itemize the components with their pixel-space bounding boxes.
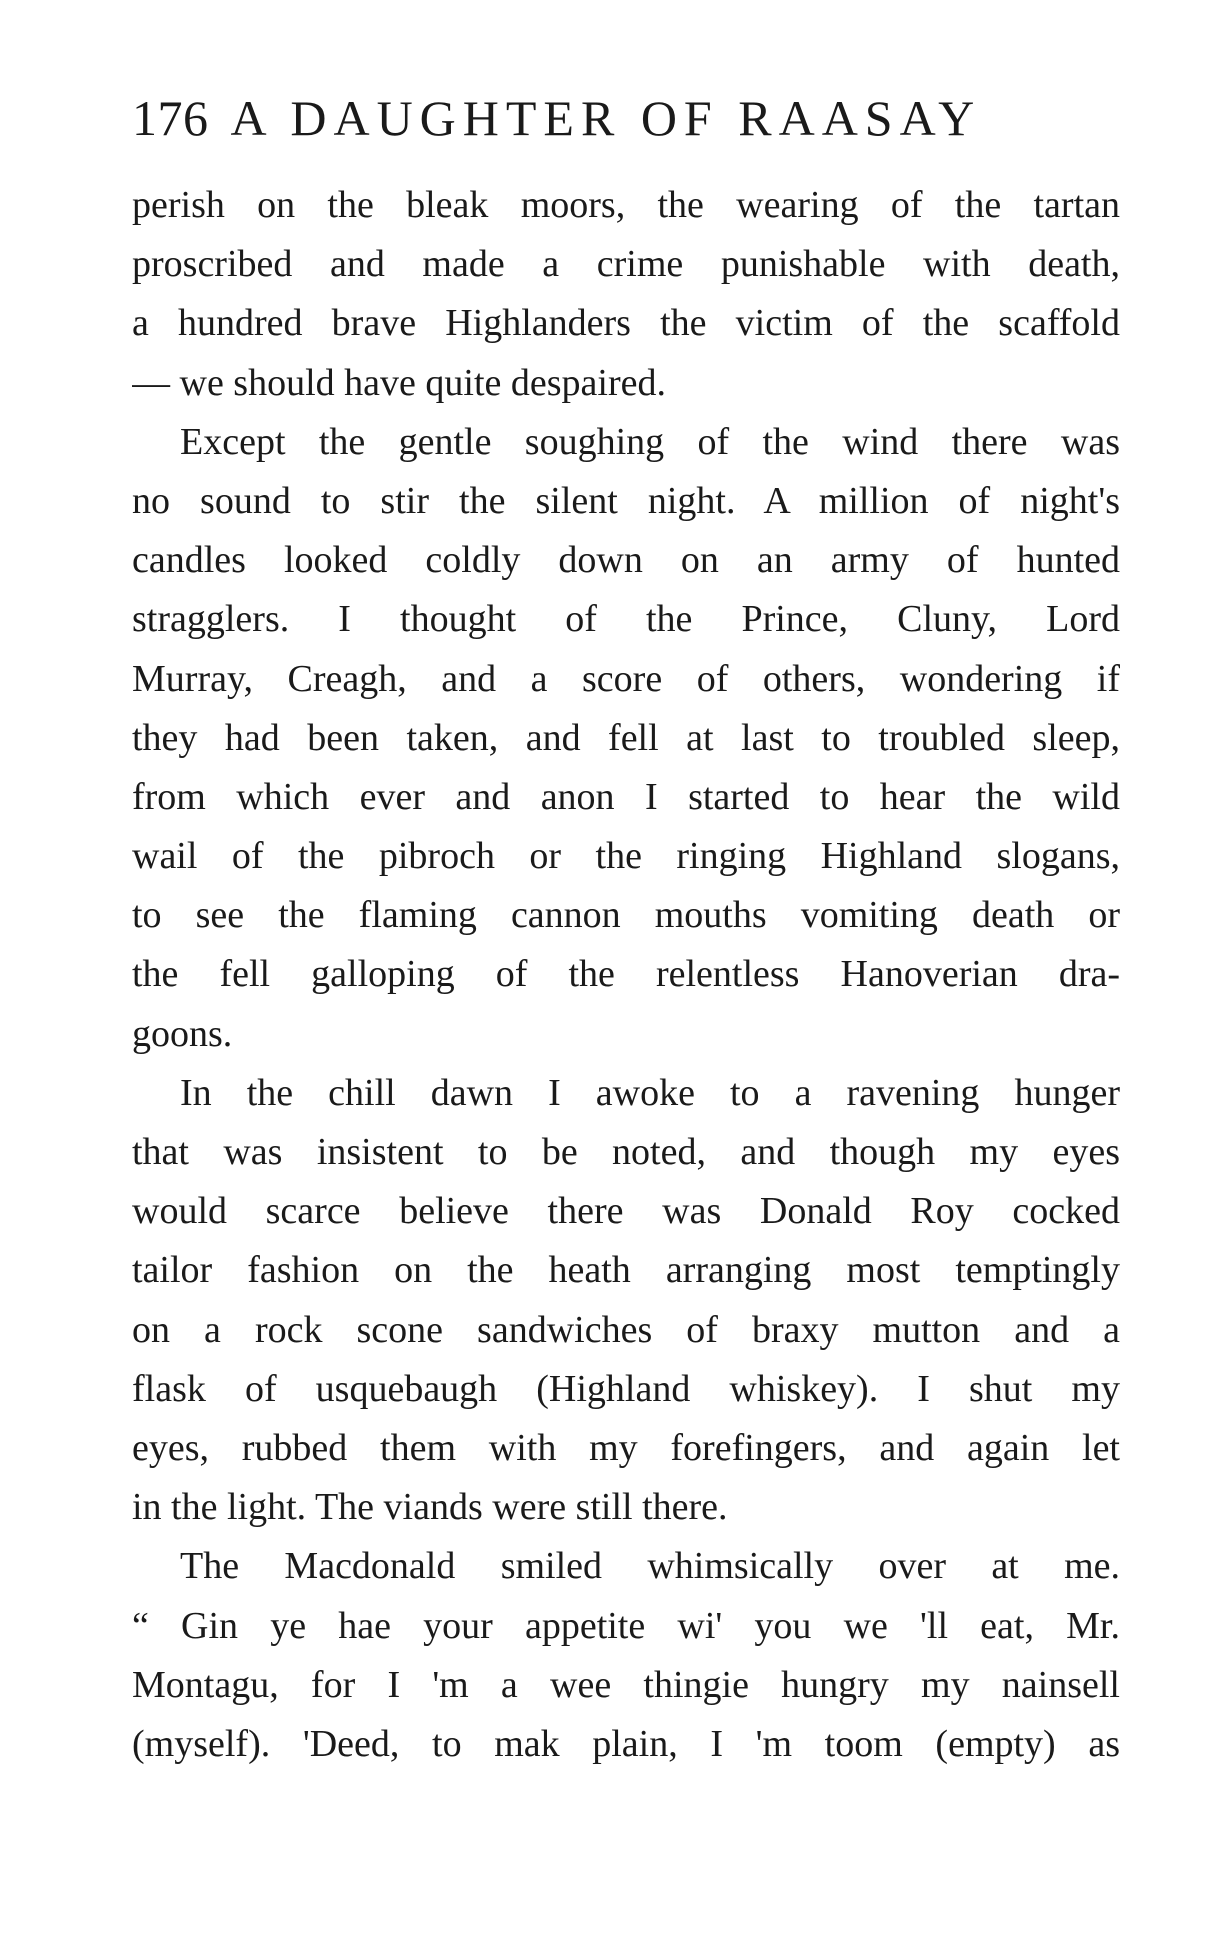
text-line: would scarce believe there was Donald Roy cocked [132, 1190, 1120, 1233]
text-line: Murray, Creagh, and a score of others, wondering if [132, 657, 1120, 700]
text-line: the fell galloping of the relentless Hanoverian dra- [132, 953, 1120, 996]
text-line: The Macdonald smiled whimsically over at me. [180, 1545, 1120, 1588]
text-line: flask of usquebaugh (Highland whiskey). I shut my [132, 1367, 1120, 1410]
text-line: tailor fashion on the heath arranging most temptingly [132, 1249, 1120, 1292]
text-line: eyes, rubbed them with my forefingers, and again let [132, 1426, 1120, 1469]
text-line: goons. [132, 1012, 233, 1055]
text-line: a hundred brave Highlanders the victim of the scaffold [132, 302, 1120, 345]
running-head [132, 88, 1122, 148]
text-line: in the light. The viands were still there. [132, 1486, 728, 1529]
text-line: In the chill dawn I awoke to a ravening hunger [180, 1071, 1120, 1114]
text-line: stragglers. I thought of the Prince, Cluny, Lord [132, 598, 1120, 641]
text-line: no sound to stir the silent night. A million of night's [132, 479, 1120, 522]
paragraph [132, 1537, 1120, 1774]
text-line: wail of the pibroch or the ringing Highland slogans, [132, 835, 1120, 878]
body-text [132, 176, 1120, 1774]
text-line: proscribed and made a crime punishable with death, [132, 243, 1120, 286]
text-line: to see the flaming cannon mouths vomiting death or [132, 894, 1120, 937]
text-line: — we should have quite despaired. [132, 361, 666, 404]
text-line: candles looked coldly down on an army of hunted [132, 539, 1120, 582]
text-line: that was insistent to be noted, and though my eyes [132, 1131, 1120, 1173]
page-number: 176 [132, 90, 209, 146]
paragraph [132, 176, 1120, 413]
text-line: perish on the bleak moors, the wearing of the tartan [132, 184, 1120, 226]
book-title: A DAUGHTER OF RAASAY [230, 90, 982, 146]
text-line: (myself). 'Deed, to mak plain, I 'm toom (empty) as [132, 1722, 1120, 1765]
text-line: they had been taken, and fell at last to troubled sleep, [132, 716, 1120, 759]
text-line: on a rock scone sandwiches of braxy mutton and a [132, 1308, 1120, 1351]
paragraph [132, 413, 1120, 1064]
paragraph [132, 1064, 1120, 1538]
text-line: from which ever and anon I started to hear the wild [132, 775, 1120, 818]
text-line: Except the gentle soughing of the wind there was [180, 420, 1120, 463]
text-line: “ Gin ye hae your appetite wi' you we 'll eat, Mr. [132, 1604, 1120, 1647]
text-line: Montagu, for I 'm a wee thingie hungry my nainsell [132, 1663, 1120, 1706]
